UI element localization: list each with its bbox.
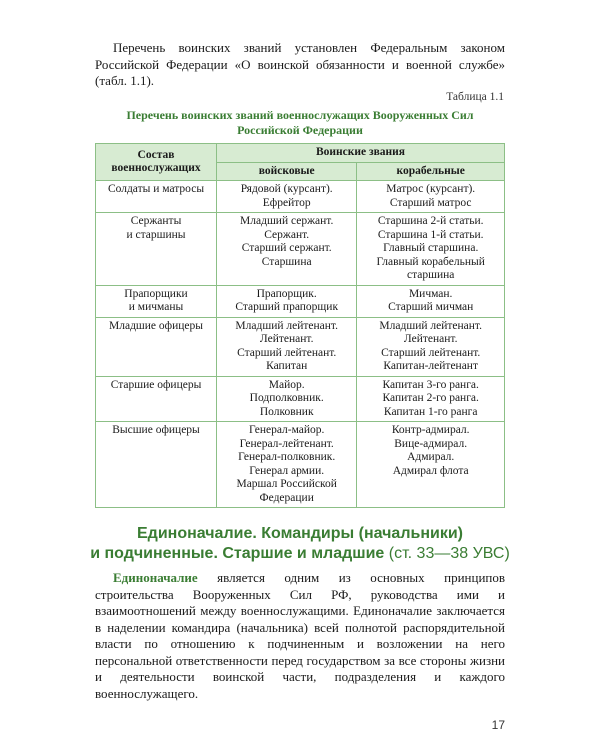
cell-line: Сержант. <box>264 228 310 241</box>
header-ranks: Воинские звания <box>217 144 505 163</box>
cell-line: Лейтенант. <box>403 333 458 345</box>
table-row <box>96 285 505 317</box>
cell-line: Рядовой (курсант). <box>240 183 333 195</box>
cell-category <box>96 376 217 422</box>
cell-line: Федерации <box>259 491 314 504</box>
section-title-ref: (ст. 33—38 УВС) <box>388 545 510 562</box>
cell-line: Адмирал. <box>407 451 455 463</box>
cell-line: Генерал-майор. <box>248 424 325 436</box>
cell-category <box>96 317 217 376</box>
cell-line: Старший прапорщик <box>235 301 339 313</box>
cell-line: Прапорщики <box>124 287 188 300</box>
cell-army <box>217 213 357 286</box>
cell-line: Младшие офицеры <box>109 319 203 332</box>
cell-line: Генерал-лейтенант. <box>239 437 334 450</box>
cell-army <box>217 181 357 213</box>
cell-line: Ефрейтор <box>262 196 311 209</box>
cell-line: Сержанты <box>130 215 182 227</box>
cell-line: Прапорщик. <box>256 287 317 300</box>
cell-line: Старший сержант. <box>241 242 332 254</box>
cell-navy <box>357 422 505 508</box>
cell-navy <box>357 181 505 213</box>
cell-army <box>217 376 357 422</box>
section-heading <box>60 524 540 564</box>
body-paragraph <box>95 570 505 702</box>
cell-line: Капитан-лейтенант <box>383 360 478 372</box>
cell-line: Генерал армии. <box>249 464 325 477</box>
header-composition: Состав военнослужащих <box>96 144 217 181</box>
cell-line: Матрос (курсант). <box>386 183 476 195</box>
cell-line: Контр-адмирал. <box>391 424 470 436</box>
table-title: Перечень воинских званий военнослужащих Вооруженных Сил Российской Федерации <box>126 108 474 137</box>
cell-line: Высшие офицеры <box>112 424 200 436</box>
table-row <box>96 181 505 213</box>
cell-line: старшина <box>406 269 455 281</box>
table-row <box>96 422 505 508</box>
cell-line: Старшина 1-й статьи. <box>377 228 484 241</box>
table-row <box>96 213 505 286</box>
cell-navy <box>357 213 505 286</box>
ranks-table-body <box>96 181 505 508</box>
cell-line: Младший сержант. <box>240 215 334 227</box>
cell-line: Старший матрос <box>389 196 472 209</box>
cell-line: Маршал Российской <box>236 478 337 490</box>
cell-category <box>96 181 217 213</box>
cell-line: Капитан 1-го ранга <box>383 405 478 418</box>
cell-line: Старшина <box>261 255 312 268</box>
section-title-line2: и подчиненные. Старшие и младшие <box>90 545 385 562</box>
cell-line: Капитан <box>266 360 308 372</box>
cell-line: Полковник <box>259 405 314 418</box>
body-text: является одним из основных принципов строительства Вооруженных Сил РФ, руководства ими и взаимоотношений между военнослужащими. Единоначалие заключается в наделении командира (начальника) всей полнотой распорядительной власти по отношению к подчиненным и возложении на него персональной ответственности перед государством за все стороны жизни и деятельности воинской части, подразделения и каждого военнослужащего. <box>95 570 505 701</box>
section-title-line1: Единоначалие. Командиры (начальники) <box>137 525 463 542</box>
cell-line: Главный корабельный <box>376 255 485 268</box>
cell-category <box>96 213 217 286</box>
intro-text: Перечень воинских званий установлен Федеральным законом Российской Федерации «О воинской обязанности и военной службе» (табл. 1.1). <box>95 40 505 88</box>
header-army: войсковые <box>217 162 357 181</box>
ranks-table <box>95 143 505 508</box>
cell-line: Солдаты и матросы <box>107 183 205 195</box>
cell-navy <box>357 285 505 317</box>
cell-line: Майор. <box>268 378 305 391</box>
cell-army <box>217 422 357 508</box>
cell-line: Вице-адмирал. <box>394 437 468 450</box>
cell-line: Адмирал флота <box>392 464 469 477</box>
page-number: 17 <box>491 718 505 732</box>
table-label: Таблица 1.1 <box>446 91 504 103</box>
cell-navy <box>357 317 505 376</box>
cell-army <box>217 317 357 376</box>
cell-line: Главный старшина. <box>383 242 479 254</box>
table-row <box>96 376 505 422</box>
cell-line: Генерал-полковник. <box>238 451 336 463</box>
cell-line: Старший мичман <box>388 301 474 313</box>
cell-line: Старшие офицеры <box>110 378 202 391</box>
body-term: Единоначалие <box>113 570 198 585</box>
header-navy: корабельные <box>357 162 505 181</box>
cell-line: Лейтенант. <box>259 333 314 345</box>
cell-line: Старший лейтенант. <box>237 346 337 359</box>
cell-army <box>217 285 357 317</box>
cell-line: Мичман. <box>408 287 453 300</box>
cell-line: Капитан 3-го ранга. <box>382 378 479 391</box>
cell-line: Младший лейтенант. <box>235 319 338 332</box>
cell-line: и старшины <box>126 228 186 241</box>
intro-paragraph <box>95 40 505 90</box>
cell-line: Старший лейтенант. <box>381 346 481 359</box>
cell-line: и мичманы <box>128 301 184 313</box>
cell-category <box>96 422 217 508</box>
cell-line: Младший лейтенант. <box>379 319 482 332</box>
cell-category <box>96 285 217 317</box>
cell-line: Подполковник. <box>249 392 324 404</box>
cell-line: Капитан 2-го ранга. <box>382 392 479 404</box>
cell-line: Старшина 2-й статьи. <box>377 215 484 227</box>
cell-navy <box>357 376 505 422</box>
table-row <box>96 317 505 376</box>
